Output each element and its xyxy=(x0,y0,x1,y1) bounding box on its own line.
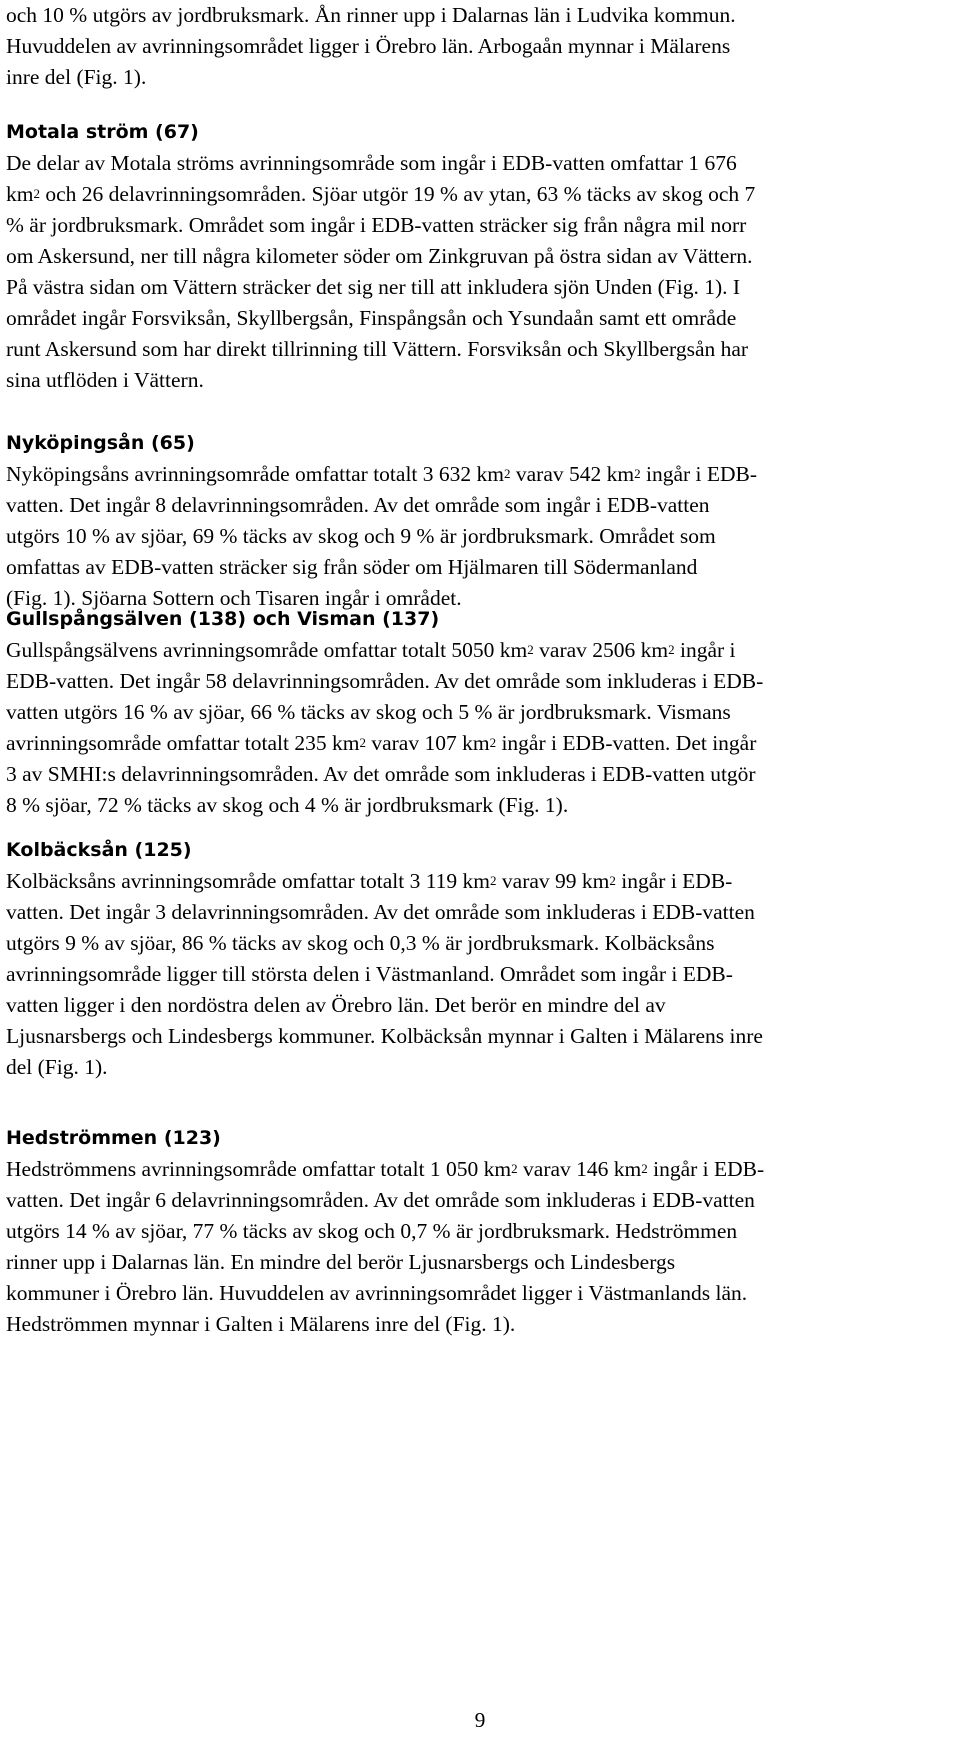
body-line xyxy=(6,303,951,334)
body-line xyxy=(6,635,951,666)
superscript-exponent: 2 xyxy=(490,873,497,888)
text-segment: varav 107 km xyxy=(365,731,490,755)
body-line xyxy=(6,759,951,790)
body-line xyxy=(6,697,951,728)
text-segment: ingår i EDB- xyxy=(640,462,758,486)
text-segment: utgörs 14 % av sjöar, 77 % täcks av skog och 0,7 % är jordbruksmark. Hedströmmen xyxy=(6,1219,738,1243)
text-segment: Hedströmmen mynnar i Galten i Mälarens inre del (Fig. 1). xyxy=(6,1312,516,1336)
body-line xyxy=(6,552,951,583)
section-kolbacksan xyxy=(6,835,951,1083)
text-segment: utgörs 9 % av sjöar, 86 % täcks av skog och 0,3 % är jordbruksmark. Kolbäcksåns xyxy=(6,931,715,955)
text-segment: 8 % sjöar, 72 % täcks av skog och 4 % är jordbruksmark (Fig. 1). xyxy=(6,793,569,817)
text-segment: kommuner i Örebro län. Huvuddelen av avrinningsområdet ligger i Västmanlands län. xyxy=(6,1281,748,1305)
superscript-exponent: 2 xyxy=(609,873,616,888)
superscript-exponent: 2 xyxy=(527,642,534,657)
body-line xyxy=(6,959,951,990)
superscript-exponent: 2 xyxy=(489,735,497,750)
superscript-exponent: 2 xyxy=(634,466,641,481)
section-motala-strom xyxy=(6,117,951,396)
text-segment: ingår i EDB- xyxy=(615,869,733,893)
text-segment: varav 2506 km xyxy=(533,638,669,662)
text-segment: EDB-vatten. Det ingår 58 delavrinningsområden. Av det område som inkluderas i EDB- xyxy=(6,669,764,693)
text-segment: avrinningsområde ligger till största delen i Västmanland. Området som ingår i EDB- xyxy=(6,962,733,986)
superscript-exponent: 2 xyxy=(668,642,675,657)
body-line xyxy=(6,365,951,396)
section-heading: Gullspångsälven (138) och Visman (137) xyxy=(6,608,440,630)
body-line xyxy=(6,179,951,210)
text-segment: Hedströmmens avrinningsområde omfattar totalt 1 050 km xyxy=(6,1157,512,1181)
text-segment: De delar av Motala ströms avrinningsområde som ingår i EDB-vatten omfattar 1 676 xyxy=(6,151,737,175)
section-hedstrommen xyxy=(6,1123,951,1340)
text-segment: ingår i EDB- xyxy=(647,1157,765,1181)
text-segment: Ljusnarsbergs och Lindesbergs kommuner. Kolbäcksån mynnar i Galten i Mälarens inre xyxy=(6,1024,763,1048)
body-line xyxy=(6,990,951,1021)
section-heading: Nyköpingsån (65) xyxy=(6,432,195,454)
text-segment: vatten. Det ingår 8 delavrinningsområden. Av det område som ingår i EDB-vatten xyxy=(6,493,710,517)
superscript-exponent: 2 xyxy=(641,1161,648,1176)
text-segment: runt Askersund som har direkt tillrinning till Vättern. Forsviksån och Skyllbergsån har xyxy=(6,337,749,361)
body-line xyxy=(6,1052,951,1083)
intro-line: och 10 % utgörs av jordbruksmark. Ån rinner upp i Dalarnas län i Ludvika kommun. xyxy=(6,3,736,27)
body-line xyxy=(6,1021,951,1052)
text-segment: (Fig. 1). Sjöarna Sottern och Tisaren ingår i området. xyxy=(6,586,462,610)
text-segment: km xyxy=(6,182,34,206)
body-line xyxy=(6,148,951,179)
body-line xyxy=(6,459,951,490)
body-line xyxy=(6,866,951,897)
text-segment: och 26 delavrinningsområden. Sjöar utgör 19 % av ytan, 63 % täcks av skog och 7 xyxy=(39,182,756,206)
intro-line: inre del (Fig. 1). xyxy=(6,65,147,89)
intro-paragraph xyxy=(6,0,951,93)
body-line xyxy=(6,272,951,303)
text-segment: vatten. Det ingår 6 delavrinningsområden. Av det område som inkluderas i EDB-vatten xyxy=(6,1188,755,1212)
text-segment: omfattas av EDB-vatten sträcker sig från söder om Hjälmaren till Södermanland xyxy=(6,555,698,579)
superscript-exponent: 2 xyxy=(511,1161,518,1176)
text-segment: % är jordbruksmark. Området som ingår i EDB-vatten sträcker sig från några mil norr xyxy=(6,213,747,237)
text-segment: På västra sidan om Vättern sträcker det sig ner till att inkludera sjön Unden (Fig. 1). I xyxy=(6,275,741,299)
section-nykopingsan xyxy=(6,428,951,614)
text-segment: varav 99 km xyxy=(496,869,610,893)
body-line xyxy=(6,728,951,759)
text-segment: vatten. Det ingår 3 delavrinningsområden. Av det område som inkluderas i EDB-vatten xyxy=(6,900,755,924)
text-segment: avrinningsområde omfattar totalt 235 km xyxy=(6,731,360,755)
text-segment: området ingår Forsviksån, Skyllbergsån, Finspångsån och Ysundaån samt ett område xyxy=(6,306,737,330)
text-segment: Gullspångsälvens avrinningsområde omfattar totalt 5050 km xyxy=(6,638,528,662)
body-line xyxy=(6,928,951,959)
page-number: 9 xyxy=(474,1708,486,1732)
body-line xyxy=(6,1216,951,1247)
text-segment: utgörs 10 % av sjöar, 69 % täcks av skog och 9 % är jordbruksmark. Området som xyxy=(6,524,716,548)
body-line xyxy=(6,241,951,272)
body-line xyxy=(6,666,951,697)
body-line xyxy=(6,1309,951,1340)
body-line xyxy=(6,1247,951,1278)
text-segment: varav 542 km xyxy=(510,462,635,486)
text-segment: om Askersund, ner till några kilometer söder om Zinkgruvan på östra sidan av Vättern. xyxy=(6,244,753,268)
section-heading: Motala ström (67) xyxy=(6,121,199,143)
body-line xyxy=(6,210,951,241)
body-line xyxy=(6,334,951,365)
superscript-exponent: 2 xyxy=(504,466,511,481)
section-heading: Hedströmmen (123) xyxy=(6,1127,221,1149)
intro-line: Huvuddelen av avrinningsområdet ligger i Örebro län. Arbogaån mynnar i Mälarens xyxy=(6,34,731,58)
text-segment: del (Fig. 1). xyxy=(6,1055,108,1079)
body-line xyxy=(6,897,951,928)
section-gullspangsalven-visman xyxy=(6,604,951,821)
text-segment: Kolbäcksåns avrinningsområde omfattar totalt 3 119 km xyxy=(6,869,491,893)
text-segment: Nyköpingsåns avrinningsområde omfattar totalt 3 632 km xyxy=(6,462,504,486)
text-segment: ingår i xyxy=(674,638,736,662)
text-segment: ingår i EDB-vatten. Det ingår xyxy=(496,731,757,755)
body-line xyxy=(6,1154,951,1185)
text-segment: sina utflöden i Vättern. xyxy=(6,368,204,392)
text-segment: varav 146 km xyxy=(517,1157,642,1181)
text-segment: 3 av SMHI:s delavrinningsområden. Av det område som inkluderas i EDB-vatten utgör xyxy=(6,762,756,786)
body-line xyxy=(6,1278,951,1309)
superscript-exponent: 2 xyxy=(359,735,366,750)
body-line xyxy=(6,790,951,821)
body-line xyxy=(6,490,951,521)
text-segment: rinner upp i Dalarnas län. En mindre del berör Ljusnarsbergs och Lindesbergs xyxy=(6,1250,676,1274)
text-segment: vatten utgörs 16 % av sjöar, 66 % täcks av skog och 5 % är jordbruksmark. Vismans xyxy=(6,700,731,724)
body-line xyxy=(6,1185,951,1216)
text-segment: vatten ligger i den nordöstra delen av Örebro län. Det berör en mindre del av xyxy=(6,993,666,1017)
body-line xyxy=(6,521,951,552)
section-heading: Kolbäcksån (125) xyxy=(6,839,192,861)
superscript-exponent: 2 xyxy=(33,186,40,201)
